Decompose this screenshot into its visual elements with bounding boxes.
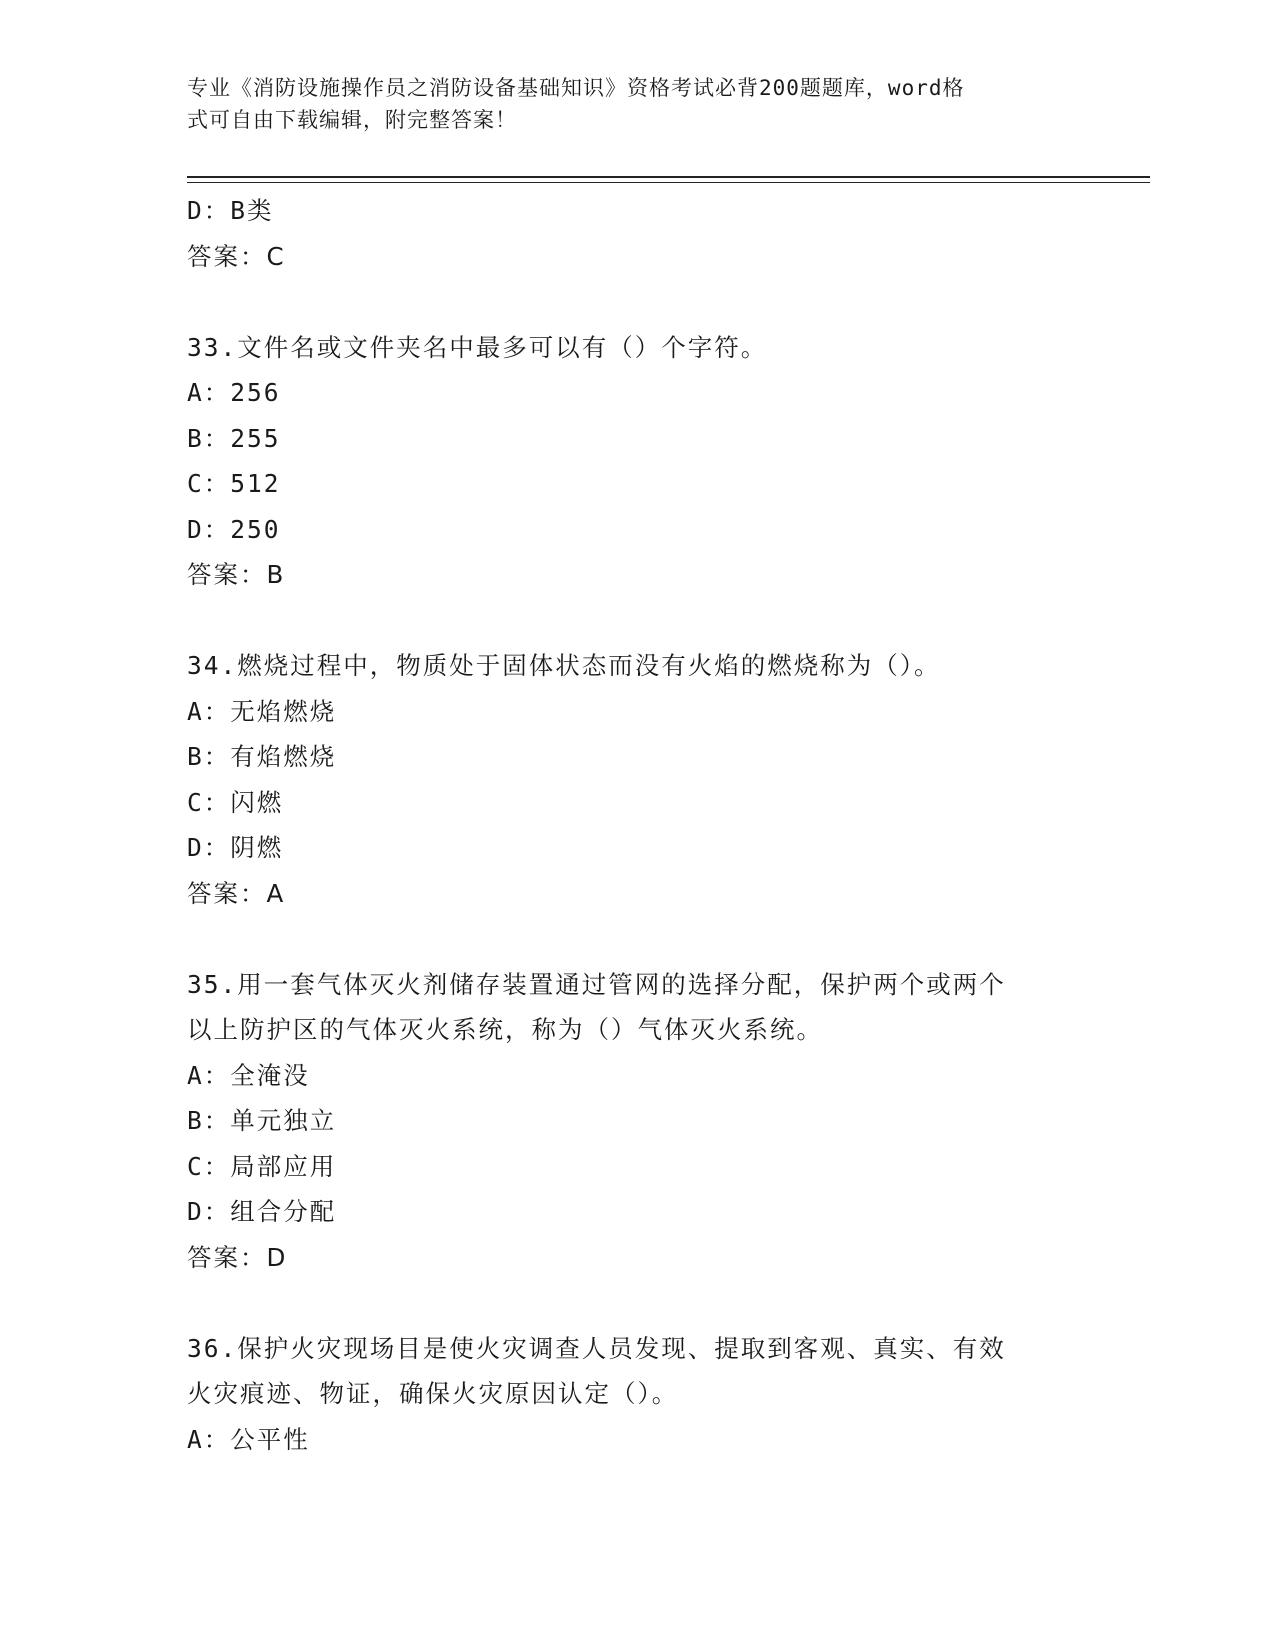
question-33: 33.文件名或文件夹名中最多可以有（）个字符。 <box>187 332 768 362</box>
option-line: C：闪燃 <box>187 787 284 817</box>
answer-line: 答案：C <box>187 241 286 271</box>
option-line: A：公平性 <box>187 1424 310 1454</box>
spacer <box>187 279 1087 325</box>
option-line: B：单元独立 <box>187 1106 337 1135</box>
option-line: B：有焰燃烧 <box>187 742 337 771</box>
option-line: D：250 <box>187 514 281 544</box>
option-line: C：局部应用 <box>187 1151 337 1181</box>
spacer <box>187 598 1087 644</box>
option-line: D：B类 <box>187 196 274 225</box>
header-line-2: 式可自由下载编辑，附完整答案！ <box>187 108 517 132</box>
option-line: D：组合分配 <box>187 1197 337 1226</box>
spacer <box>187 1280 1087 1326</box>
document-header <box>187 72 1067 136</box>
question-36-cont: 火灾痕迹、物证，确保火灾原因认定（）。 <box>187 1379 679 1408</box>
question-35-cont: 以上防护区的气体灭火系统，称为（）气体灭火系统。 <box>187 1015 823 1044</box>
answer-line: 答案：B <box>187 560 286 589</box>
option-line: C：512 <box>187 469 281 498</box>
option-line: A：256 <box>187 378 281 407</box>
header-divider-thin <box>187 182 1150 183</box>
option-line: B：255 <box>187 423 281 453</box>
answer-line: 答案：A <box>187 878 286 908</box>
spacer <box>187 916 1087 962</box>
option-line: A：全淹没 <box>187 1060 310 1090</box>
header-line-1: 专业《消防设施操作员之消防设备基础知识》资格考试必背200题题库，word格 <box>187 76 965 100</box>
question-36: 36.保护火灾现场目是使火灾调查人员发现、提取到客观、真实、有效 <box>187 1333 1006 1363</box>
option-line: A：无焰燃烧 <box>187 696 337 726</box>
answer-line: 答案：D <box>187 1242 288 1272</box>
option-line: D：阴燃 <box>187 833 284 862</box>
header-divider <box>187 176 1150 178</box>
question-list <box>187 188 1087 1462</box>
question-35: 35.用一套气体灭火剂储存装置通过管网的选择分配，保护两个或两个 <box>187 969 1006 999</box>
question-34: 34.燃烧过程中，物质处于固体状态而没有火焰的燃烧称为（）。 <box>187 651 941 680</box>
